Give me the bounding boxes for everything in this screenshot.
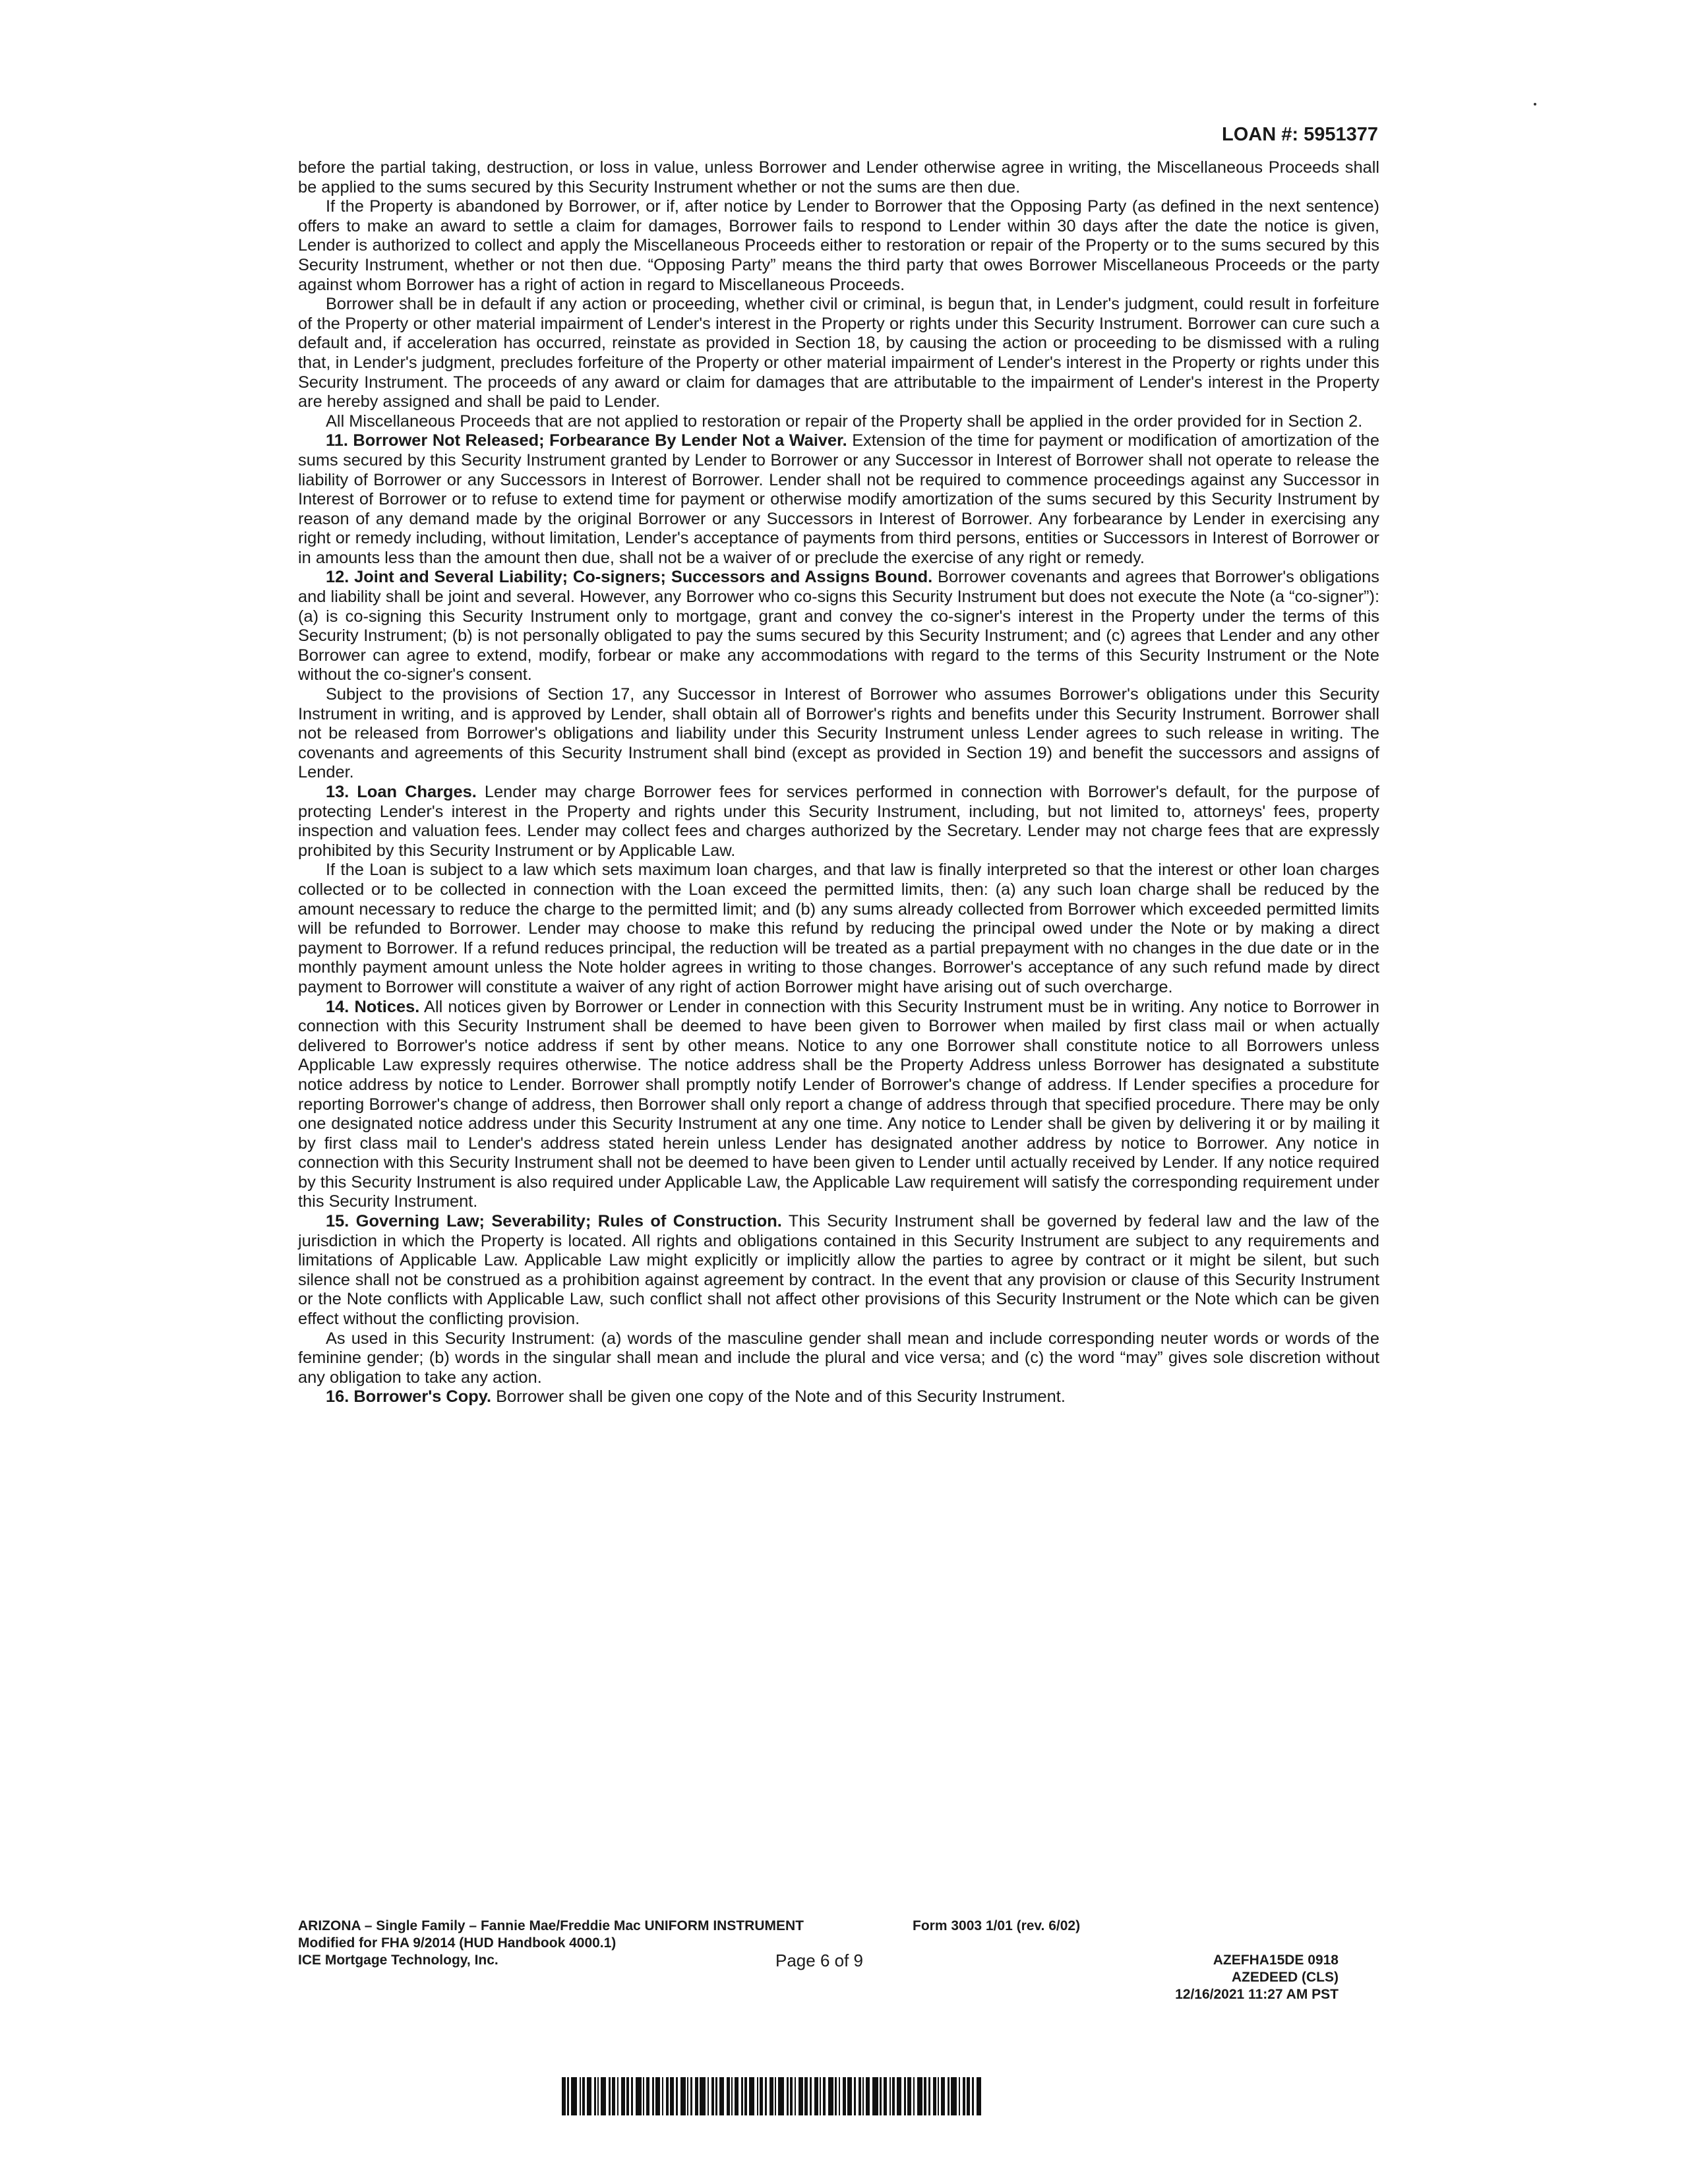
barcode-bar [609,2077,611,2115]
barcode-bar [854,2077,856,2115]
barcode-bar [828,2077,833,2115]
section-heading: 11. Borrower Not Released; Forbearance By Lender Not a Waiver. [326,431,847,450]
page-number: Page 6 of 9 [775,1951,863,1970]
barcode-bar [652,2077,654,2115]
barcode-bar [680,2077,686,2115]
barcode-bar [889,2077,891,2115]
barcode-bar [775,2077,776,2115]
barcode-bar [601,2077,606,2115]
barcode-bar [928,2077,930,2115]
barcode-bar [700,2077,706,2115]
barcode-bar [892,2077,895,2115]
footer-timestamp: 12/16/2021 11:27 AM PST [1175,1987,1339,2002]
barcode-bar [662,2077,663,2115]
barcode-bar [708,2077,709,2115]
barcode-bar [646,2077,649,2115]
barcode-bar [795,2077,796,2115]
barcode-bar [977,2077,981,2115]
section-13 [298,783,1379,861]
barcode-bar [959,2077,960,2115]
barcode-bar [866,2077,870,2115]
section-heading: 15. Governing Law; Severability; Rules of Construction. [326,1212,782,1231]
barcode-bar [897,2077,901,2115]
barcode-bar [933,2077,936,2115]
paragraph: before the partial taking, destruction, or loss in value, unless Borrower and Lender otherwise agree in writing, the Miscellaneous Proceeds shall be applied to the sums secured by this Security Instrument whether or not the sums are then due. [298,158,1379,197]
barcode-bar [948,2077,950,2115]
barcode-bar [626,2077,629,2115]
barcode-bar [972,2077,974,2115]
footer-left [298,1918,804,1969]
footer-code: AZEFHA15DE 0918 [1213,1953,1339,1968]
barcode-bar [695,2077,698,2115]
barcode-bar [727,2077,730,2115]
barcode-bar [907,2077,911,2115]
barcode-bar [859,2077,861,2115]
barcode-bar [571,2077,577,2115]
barcode-bar [787,2077,789,2115]
barcode-bar [778,2077,784,2115]
barcode-bar [744,2077,747,2115]
barcode-bar [913,2077,915,2115]
barcode-bar [760,2077,763,2115]
paragraph: All Miscellaneous Proceeds that are not applied to restoration or repair of the Property shall be applied in the order provided for in Section 2. [326,411,1363,431]
barcode-bar [799,2077,803,2115]
barcode-bar [835,2077,837,2115]
footer-vendor: ICE Mortgage Technology, Inc. [298,1953,498,1968]
barcode-bar [580,2077,581,2115]
barcode-bar [847,2077,852,2115]
barcode-bar [810,2077,812,2115]
section-15 [298,1212,1379,1329]
barcode-bar [612,2077,615,2115]
barcode-bar [749,2077,754,2115]
barcode-bar [631,2077,633,2115]
paragraph: If the Loan is subject to a law which sets maximum loan charges, and that law is finally interpreted so that the interest or other loan charges collected or to be collected in connection with the Loan exceed the permitted limits, then: (a) any such loan charge shall be reduced by the amount necessary to reduce the charge to the permitted limit; and (b) any sums already collected from Borrower which exceeded permitted limits will be refunded to Borrower. Lender may choose to make this refund by reducing the principal owed under the Note or by making a direct payment to Borrower. If a refund reduces principal, the reduction will be treated as a partial prepayment with no changes in the due date or in the monthly payment amount unless the Note holder agrees in writing to those changes. Borrower's acceptance of any such refund made by direct payment to Borrower will constitute a waiver of any right of action Borrower might have arising out of such overcharge. [298,861,1379,996]
paragraph: Borrower shall be in default if any action or proceeding, whether civil or criminal, is begun that, in Lender's judgment, could result in forfeiture of the Property or other material impairment of Lender's interest in the Property or rights under this Security Instrument. Borrower can cure such a default and, if acceleration has occurred, reinstate as provided in Section 18, by causing the action or proceeding to be dismissed with a ruling that, in Lender's judgment, precludes forfeiture of the Property or other material impairment of Lender's interest in the Property or rights under this Security Instrument. The proceeds of any award or claim for damages that are attributable to the impairment of Lender's interest in the Property are hereby assigned and shall be paid to Lender. [298,295,1379,411]
barcode-bar [941,2077,945,2115]
barcode-bar [967,2077,970,2115]
barcode-bar [735,2077,738,2115]
barcode-bar [687,2077,688,2115]
footer-instrument: ARIZONA – Single Family – Fannie Mae/Freddie Mac UNIFORM INSTRUMENT [298,1918,804,1933]
barcode-bar [814,2077,818,2115]
barcode-bar [765,2077,767,2115]
barcode-bar [872,2077,878,2115]
section-16 [298,1387,1379,1407]
footer-form: Form 3003 1/01 (rev. 6/02) [913,1918,1081,1933]
loan-number: LOAN #: 5951377 [1222,124,1378,145]
section-heading: 12. Joint and Several Liability; Co-signers; Successors and Assigns Bound. [326,568,933,587]
section-text: Borrower covenants and agrees that Borrower's obligations and liability shall be joint and several. However, any Borrower who co-signs this Security Instrument but does not execute the Note (a “co-signer”): (a) is co-signing this Security Instrument only to mortgage, grant and convey the co-signer's interest in the Property under the terms of this Security Instrument; (b) is not personally obligated to pay the sums secured by this Security Instrument; and (c) agrees that Lender and any other Borrower can agree to extend, modify, forbear or make any accommodations with regard to the terms of this Security Instrument or the Note without the co-signer's consent. [298,568,1379,684]
paragraph: If the Property is abandoned by Borrower, or if, after notice by Lender to Borrower that the Opposing Party (as defined in the next sentence) offers to make an award to settle a claim for damages, Borrower fails to respond to Lender within 30 days after the date the notice is given, Lender is authorized to collect and apply the Miscellaneous Proceeds either to restoration or repair of the Property or to the sums secured by this Security Instrument, whether or not then due. “Opposing Party” means the third party that owes Borrower Miscellaneous Proceeds or the party against whom Borrower has a right of action in regard to Miscellaneous Proceeds. [298,197,1379,294]
barcode [562,2077,1076,2115]
document-body [298,158,1379,1407]
section-text: Lender may charge Borrower fees for services performed in connection with Borrower's default, for the purpose of protecting Lender's interest in the Property and rights under this Security Instrument, including, but not limited to, attorneys' fees, property inspection and valuation fees. Lender may collect fees and charges authorized by the Secretary. Lender may not charge fees that are expressly prohibited by this Security Instrument or by Applicable Law. [298,783,1379,860]
barcode-bar [567,2077,569,2115]
barcode-bar [711,2077,714,2115]
barcode-bar [917,2077,922,2115]
footer-modified: Modified for FHA 9/2014 (HUD Handbook 4000.1) [298,1935,617,1951]
barcode-bar [594,2077,596,2115]
barcode-bar [820,2077,821,2115]
barcode-bar [655,2077,660,2115]
barcode-bar [924,2077,926,2115]
barcode-bar [636,2077,642,2115]
barcode-bar [643,2077,644,2115]
barcode-bar [715,2077,717,2115]
section-14 [298,998,1379,1213]
section-text: Extension of the time for payment or modification of amortization of the sums secured by this Security Instrument granted by Lender to Borrower or any Successor in Interest of Borrower shall not operate to release the liability of Borrower or any Successors in Interest of Borrower. Lender shall not be required to commence proceedings against any Successor in Interest of Borrower or to refuse to extend time for payment or otherwise modify amortization of the sums secured by this Security Instrument by reason of any demand made by the original Borrower or any Successors in Interest of Borrower. Any forbearance by Lender in exercising any right or remedy including, without limitation, Lender's acceptance of payments from third persons, entities or Successors in Interest of Borrower or in amounts less than the amount then due, shall not be a waiver of or preclude the exercise of any right or remedy. [298,431,1379,567]
barcode-bar [823,2077,826,2115]
barcode-bar [666,2077,669,2115]
section-heading: 16. Borrower's Copy. [326,1387,492,1407]
barcode-bar [582,2077,585,2115]
barcode-bar [804,2077,808,2115]
section-11 [298,431,1379,568]
barcode-bar [617,2077,618,2115]
section-heading: 13. Loan Charges. [326,783,477,801]
section-text: This Security Instrument shall be governed by federal law and the law of the jurisdiction in which the Property is located. All rights and obligations contained in this Security Instrument are subject to any requirements and limitations of Applicable Law. Applicable Law might explicitly or implicitly allow the parties to agree by contract or it might be silent, but such silence shall not be construed as a prohibition against agreement by contract. In the event that any provision or clause of this Security Instrument or the Note conflicts with Applicable Law, such conflict shall not affect other provisions of this Security Instrument or the Note which can be given effect without the conflicting provision. [298,1212,1379,1329]
barcode-bar [884,2077,887,2115]
barcode-bar [676,2077,678,2115]
barcode-bar [963,2077,965,2115]
section-heading: 14. Notices. [326,997,420,1016]
section-12 [298,568,1379,685]
barcode-bar [951,2077,957,2115]
paragraph: Subject to the provisions of Section 17, any Successor in Interest of Borrower who assumes Borrower's obligations under this Security Instrument in writing, and is approved by Lender, shall obtain all of Borrower's rights and benefits under this Security Instrument. Borrower shall not be released from Borrower's obligations and liability under this Security Instrument unless Lender agrees to such release in writing. The covenants and agreements of this Security Instrument shall bind (except as provided in Section 19) and benefit the successors and assigns of Lender. [298,685,1379,782]
section-text: Borrower shall be given one copy of the Note and of this Security Instrument. [491,1387,1066,1407]
barcode-bar [621,2077,625,2115]
barcode-bar [741,2077,743,2115]
footer-right [1175,1952,1339,2003]
barcode-bar [839,2077,840,2115]
section-text: All notices given by Borrower or Lender in connection with this Security Instrument must be in writing. Any notice to Borrower in connection with this Security Instrument shall be deemed to have been given to Borrower when mailed by first class mail or when actually delivered to Borrower's notice address if sent by other means. Notice to any one Borrower shall constitute notice to all Borrowers unless Applicable Law expressly requires otherwise. The notice address shall be the Property Address unless Borrower has designated a substitute notice address by notice to Lender. Borrower shall promptly notify Lender of Borrower's change of address. If Lender specifies a procedure for reporting Borrower's change of address, then Borrower shall only report a change of address through that specified procedure. There may be only one designated notice address under this Security Instrument at any one time. Any notice to Lender shall be given by delivering it or by mailing it by first class mail to Lender's address stated herein unless Lender has designated another address by notice to Borrower. Any notice in connection with this Security Instrument shall not be deemed to have been given to Lender until actually received by Lender. If any notice required by this Security Instrument is also required under Applicable Law, the Applicable Law requirement will satisfy the corresponding requirement under this Security Instrument. [298,997,1379,1211]
barcode-bar [904,2077,906,2115]
barcode-bar [769,2077,773,2115]
paragraph: As used in this Security Instrument: (a) words of the masculine gender shall mean and include corresponding neuter words or words of the feminine gender; (b) words in the singular shall mean and include the plural and vice versa; and (c) the word “may” gives sole discretion without any obligation to take any action. [298,1329,1379,1387]
barcode-bar [790,2077,793,2115]
barcode-bar [719,2077,724,2115]
barcode-bar [757,2077,758,2115]
speck-mark [1534,103,1536,106]
barcode-bar [938,2077,939,2115]
barcode-bar [862,2077,864,2115]
barcode-bar [597,2077,599,2115]
footer-code: AZEDEED (CLS) [1231,1970,1339,1985]
barcode-bar [731,2077,733,2115]
barcode-bar [670,2077,674,2115]
barcode-bar [562,2077,566,2115]
barcode-bar [880,2077,882,2115]
barcode-bar [690,2077,692,2115]
barcode-bar [843,2077,846,2115]
barcode-bar [587,2077,591,2115]
